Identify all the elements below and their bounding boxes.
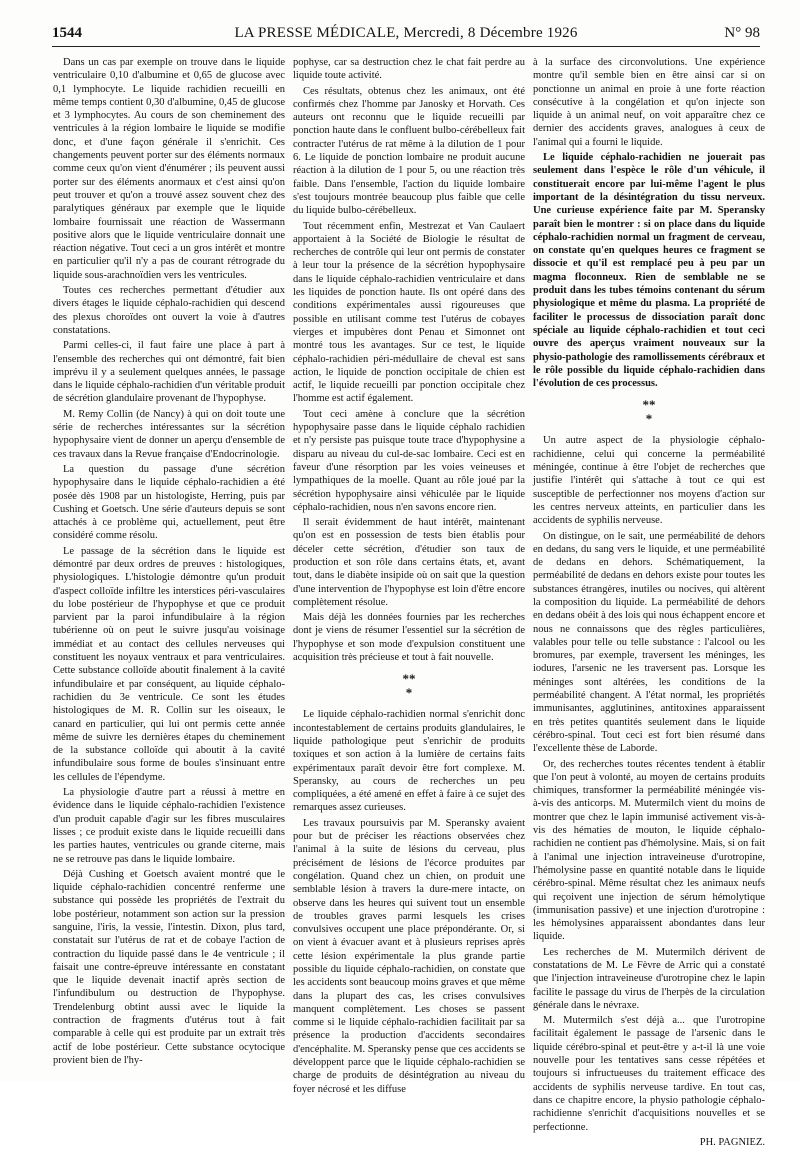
paragraph: M. Mutermilch s'est déjà a... que l'urotropine facilitait également le passage de l'arsenic dans le liquide cérébro-spinal et peut-être y a-t-il là une voie nouvelle pour les tentatives sans cesse répétées et toujours si infructueuses du traitement efficace des accidents de syphilis nerveuse tardive. En tout cas, dans ce chapitre encore, la physio pathologie céphalo-rachidienne s'enrichit d'acquisitions nouvelles et se perfectionne. — [533, 1015, 765, 1133]
paragraph: à la surface des circonvolutions. Une expérience montre qu'il semble bien en être ainsi car si on ponctionne un animal en proie à une forte réaction consécutive à la congélation et qu'on injecte son liquide à un animal neuf, on voit apparaître chez ce dernier des accidents graves, analogues à ceux de l'animal qui a fourni le liquide. — [533, 57, 765, 148]
column-1 — [53, 56, 285, 1066]
paragraph: Déjà Cushing et Goetsch avaient montré que le liquide céphalo-rachidien concentré renferme une substance qui possède les propriétés de l'extrait du lobe postérieur, notamment son action sur la pression sanguine, l'iris, la vessie, l'intestin. Dixon, plus tard, constatait sur l'utérus de rat et de cobaye l'action de contraction du liquide passé dans le 4e ventricule ; il faisait une contre-épreuve intéressante en constatant que le liquide devenait inactif après section de l'infundibulum ou destruction de l'hypophyse. Trendelenburg obtint aussi avec le liquide la contraction de fragments d'utérus tout à fait comparable à celle qui est produite par un extrait très actif de lobe postérieur. Cette substance ocytocique provient bien de l'hy- — [53, 868, 285, 1066]
paragraph: Les travaux poursuivis par M. Speransky avaient pour but de préciser les réactions observées chez l'animal à la suite de lésions du cerveau, plus précisément de lésions de l'écorce produites par congélation. Quand chez un chien, on produit une semblable lésion à travers la dure-mere intacte, on observe dans les heures qui suivent tout un ensemble de troubles graves parmi lesquels les crises convulsives occupent une place prépondérante. Or, si on vient à évacuer avant et à plusieurs reprises après cette lésion expérimentale la plus grande partie possible du liquide céphalo-rachidien, on constate que les accidents sont beaucoup moins graves et que même dans la plupart des cas, les crises convulsives manquent complètement. Les choses se passent comme si le liquide céphalo-rachidien facilitait par sa présence la production d'accidents secondaires d'encéphalite. M. Speransky pense que ces accidents se développent parce que le liquide céphalo-rachidien se charge de produits de désintégration au niveau du foyer nécrosé et les diffuse — [293, 817, 525, 1095]
paragraph: Les recherches de M. Mutermilch dérivent de constatations de M. Le Fèvre de Arric qui a constaté que l'injection intraveineuse d'urotropine chez le lapin facilite le passage du virus de l'herpès de la circulation générale dans le névraxe. — [533, 946, 765, 1011]
paragraph: Un autre aspect de la physiologie céphalo-rachidienne, celui qui concerne la perméabilité méningée, continue à être l'objet de recherches que justifie l'intérêt qui s'attache à tout ce qui est susceptible de perfectionner nos moyens d'action sur les centres nerveux atteints, en particulier dans les accidents de syphilis nerveuse. — [533, 435, 765, 527]
page-header — [52, 22, 760, 44]
paragraph: Parmi celles-ci, il faut faire une place à part à l'ensemble des recherches qui ont démontré, fait bien imprévu il y a seulement quelques années, le passage dans le liquide céphalo-rachidien d'un véritable produit de sécrétion glandulaire provenant de l'hypophyse. — [53, 340, 285, 405]
section-separator: ** * — [642, 397, 656, 427]
paragraph: Le passage de la sécrétion dans le liquide est démontré par deux ordres de preuves : histologiques, physiologiques. L'histologie démontre qu'un produit d'aspect colloïde infiltre les interstices péri-vasculaires du lobe postérieur de l'hypophyse et que ce produit parvient par la paroi infundibulaire à la région tubérienne où on peut le suivre jusqu'au voisinage immédiat et au contact des cellules nerveuses qui constituent les noyaux ventraux et para ventriculaires. Cette substance colloïde aboutit finalement à la cavité infundibulaire et par conséquent, au liquide céphalo-rachidien du 3e ventricule. Ce sont les études histologiques de M. R. Collin sur les oiseaux, le canard en particulier, qui lui ont permis cette année même de suivre les dernières étapes du cheminement de la substance colloïde qui aboutit à la cavité infundibulaire sous forme de boules s'insinuant entre les cellules de l'épendyme. — [53, 545, 285, 783]
publication-title: LA PRESSE MÉDICALE, Mercredi, 8 Décembre 1926 — [234, 25, 578, 41]
paragraph: M. Remy Collin (de Nancy) à qui on doit toute une série de recherches intéressantes sur la sécrétion hypophysaire vient de donner un aperçu d'ensemble de ces travaux dans la Revue française d'Endocrinologie. — [53, 408, 285, 460]
paragraph: Il serait évidemment de haut intérêt, maintenant qu'on est en possession de tests bien établis pour déceler cette sécrétion, d'étudier son taux de production et son rôle dans certains états, et, avant tout, dans le diabète insipide où on sait que la question d'une intervention de l'hypophyse est loin d'être encore complètement résolue. — [293, 517, 525, 608]
paragraph: Mais déjà les données fournies par les recherches dont je viens de résumer l'essentiel sur la sécrétion de l'hypophyse et son mode d'expulsion constituent une acquisition très précieuse et tout à fait nouvelle. — [293, 612, 525, 664]
author-signature: PH. PAGNIEZ. — [699, 1136, 765, 1148]
paragraph: Or, des recherches toutes récentes tendent à établir que l'on peut à volonté, au moyen de certains produits chimiques, transformer la perméabilité méningée vis-à-vis des anticorps. M. Mutermilch vient du moins de montrer que chez le lapin immunisé activement vis-à-vis des hématies de mouton, le liquide céphalo-rachidien ne contient pas d'hémolysine. Mais, si on fait à l'animal une injection intraveineuse d'urotropine, l'hémolysine passe en quantité notable dans le liquide cérébro-spinal. Même résultat chez les animaux neufs qui reçoivent une injection de sérum hémolytique (immunisation passive) et une injection d'urotropine : les hémolysines apparaissent abondantes dans leur liquide. — [533, 758, 765, 943]
page-number: 1544 — [52, 25, 82, 41]
paragraph: Le liquide céphalo-rachidien ne jouerait pas seulement dans l'espèce le rôle d'un véhicule, il constituerait encore par lui-même l'agent le plus important de la désintégration du tissu nerveux. Une curieuse expérience faite par M. Speransky paraît bien le montrer : si on place dans du liquide céphalo-rachidien normal un fragment de cerveau, on constate qu'en quelques heures ce fragment se dissocie et qu'il est remplacé peu à peu par un magma floconneux. Rien de semblable ne se produit dans les tubes témoins contenant du sérum physiologique et même du plasma. La propriété de faciliter le processus de dissociation paraît donc spéciale au liquide céphalo-rachidien et tout ceci ouvre des aperçus vraiment nouveaux sur la physio-pathologie des ramollissements cérébraux et le rôle possible du liquide céphalo-rachidien dans l'évolution de ces processus. — [533, 152, 765, 390]
paragraph: pophyse, car sa destruction chez le chat fait perdre au liquide toute activité. — [293, 57, 525, 82]
paragraph: Tout récemment enfin, Mestrezat et Van Caulaert apportaient à la Société de Biologie le résultat de recherches de contrôle qui leur ont permis de constater à leur tour la présence de la sécrétion hypophysaire dans le liquide céphalo-rachidien ventriculaire et dans les liquides de ponction haute. Ils ont opéré dans des conditions expérimentales aussi rigoureuses que possible en utilisant comme test l'utérus de cobayes vierges et impubères dont Penau et Simonnet ont montré tous les avantages. Sur ce test, le liquide céphalo-rachidien péri-médullaire de cheval est sans action, le liquide de ponction occipitale de chien est actif, le liquide recueilli par ponction occipitale chez l'homme est actif également. — [293, 220, 525, 405]
paragraph: On distingue, on le sait, une perméabilité de dehors en dedans, du sang vers le liquide, et une perméabilité de dedans en dehors. Schématiquement, la perméabilité de dedans en dehors existe pour toutes les substances étrangères, inutiles ou nocives, qui altèrent la composition du liquide. La perméabilité de dehors en dedans obéit à des lois qui nous échappent encore et nous ne connaissons que des règles particulières, valables pour telle ou telle substance : l'alcool ou les bromures, par exemple, traversent les méninges, les iodures, l'arsenic ne les traversent pas. Lorsque les méninges sont altérées, les conditions de la perméabilité changent. A l'état normal, les propriétés immunisantes, agglutinines, antitoxines apparaissent en très petites quantités seulement dans le liquide cérébro-spinal. Tout ceci est fort bien résumé dans l'excellente thèse de Laborde. — [533, 530, 765, 755]
paragraph: Dans un cas par exemple on trouve dans le liquide ventriculaire 0,10 d'albumine et 0,65 de glucose avec 0,1 lymphocyte. Le liquide rachidien recueilli en même temps contient 0,30 d'albumine, 0,45 de glucose et 3 lymphocytes. Au cours de son cheminement des ventricules à la région lombaire le liquide se modifie donc, et d'une façon générale il s'enrichit. Ces changements peuvent porter sur des éléments normaux comme ceux qu'on vient d'énumérer ; ils peuvent aussi porter sur des éléments anormaux et c'est ainsi qu'on peut trouver et qu'on a trouvé assez souvent chez des paralytiques généraux par exemple que le liquide lombaire fournissait une réaction de Wassermann positive alors que le liquide ventriculaire donnait une réaction négative. Tout ceci a un gros intérêt et montre en particulier qu'il n'y a pas de courant rétrograde du liquide sous-arachnoïdien vers les ventricules. — [53, 57, 285, 281]
paragraph: La physiologie d'autre part a réussi à mettre en évidence dans le liquide céphalo-rachidien l'existence d'un produit capable d'agir sur les fibres musculaires lisses ; ce produit existe dans le liquide recueilli dans les parties hautes, ventricules ou grande citerne, mais ne se retrouve pas dans le liquide lombaire. — [53, 787, 285, 865]
paragraph: Ces résultats, obtenus chez les animaux, ont été confirmés chez l'homme par Janosky et Horvath. Ces auteurs ont reconnu que le liquide recueilli par ponction haute dans le confluent bulbo-cérébelleux fait contracter l'utérus de rat même à la dilution de 1 pour 6. Le liquide de ponction lombaire ne produit aucune réaction à la dilution de 1 pour 5, ou une réaction très faible. Dans l'ensemble, l'action du liquide lombaire s'est toujours montrée beaucoup plus faible que celle du liquide bulbo-cérébelleux. — [293, 85, 525, 217]
paragraph: Tout ceci amène à conclure que la sécrétion hypophysaire passe dans le liquide céphalo rachidien et n'y persiste pas puisque toute trace d'hypophysine a disparu au niveau du cul-de-sac lombaire. Ceci est en faveur d'une résorption par les voies veineuses et lympathiques de la moelle. Quant au rôle joué par la sécrétion hypophysaire ainsi véhiculée par le liquide céphalo-rachidien, nous n'en savons encore rien. — [293, 408, 525, 513]
paragraph: Le liquide céphalo-rachidien normal s'enrichit donc incontestablement de certains produits glandulaires, le liquide pathologique peut s'enrichir de produits toxiques et son action à la lumière de certains faits expérimentaux paraît devoir être fort complexe. M. Speransky, au cours de recherches un peu compliquées, a été amené en effet à faire à ce sujet des remarques assez curieuses. — [293, 709, 525, 814]
issue-number: N° 98 — [724, 25, 760, 41]
column-2 — [293, 56, 525, 1095]
header-rule — [52, 46, 760, 47]
column-3 — [533, 56, 765, 1148]
paragraph: La question du passage d'une sécrétion hypophysaire dans le liquide céphalo-rachidien a été posée dès 1908 par un histologiste, Herring, puis par Cushing et Goetsch. Une série d'auteurs depuis se sont attachés à ce problème qui, actuellement, peut être considéré comme résolu. — [53, 463, 285, 542]
section-separator: ** * — [402, 671, 416, 701]
paragraph: Toutes ces recherches permettant d'étudier aux divers étages le liquide céphalo-rachidien qui descend des plexus choroïdes ont ouvert la voie à d'autres constatations. — [53, 285, 285, 336]
